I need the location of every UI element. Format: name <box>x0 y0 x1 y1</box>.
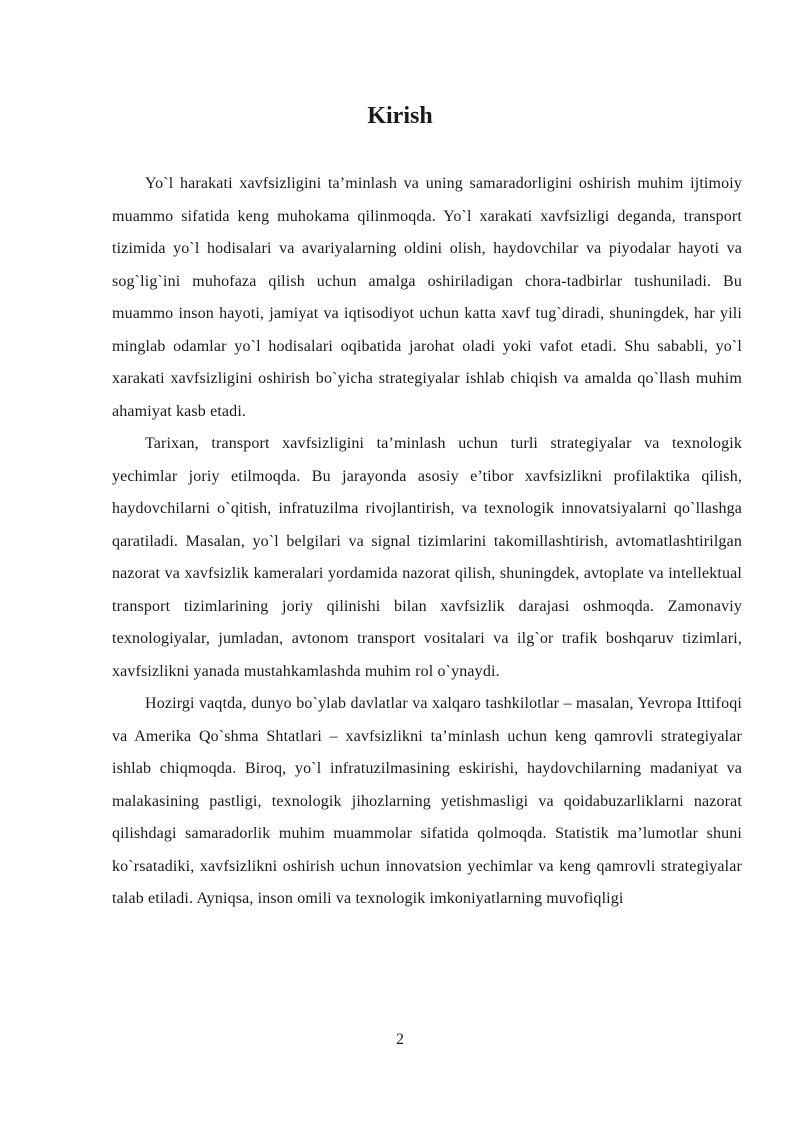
paragraph-2: Tarixan, transport xavfsizligini ta’minlash uchun turli strategiyalar va texnologik yechimlar joriy etilmoqda. Bu jarayonda asosiy e’tibor xavfsizlikni profilaktika qilish, haydovchilarni o`qitish, infratuzilma rivojlantirish, va texnologik innovatsiyalarni qo`llashga qaratiladi. Masalan, yo`l belgilari va signal tizimlarini takomillashtirish, avtomatlashtirilgan nazorat va xavfsizlik kameralari yordamida nazorat qilish, shuningdek, avtoplate va intellektual transport tizimlarining joriy qilinishi bilan xavfsizlik darajasi oshmoqda. Zamonaviy texnologiyalar, jumladan, avtonom transport vositalari va ilg`or trafik boshqaruv tizimlari, xavfsizlikni yanada mustahkamlashda muhim rol o`ynaydi. <box>112 435 742 680</box>
page-number: 2 <box>396 1031 404 1048</box>
body-text <box>112 168 742 916</box>
page-title: Kirish <box>367 103 433 129</box>
paragraph-1: Yo`l harakati xavfsizligini ta’minlash va uning samaradorligini oshirish muhim ijtimoiy muammo sifatida keng muhokama qilinmoqda. Yo`l xarakati xavfsizligi deganda, transport tizimida yo`l hodisalari va avariyalarning oldini olish, haydovchilar va piyodalar hayoti va sog`lig`ini muhofaza qilish uchun amalga oshiriladigan chora-tadbirlar tushuniladi. Bu muammo inson hayoti, jamiyat va iqtisodiyot uchun katta xavf tug`diradi, shuningdek, har yili minglab odamlar yo`l hodisalari oqibatida jarohat oladi yoki vafot etadi. Shu sababli, yo`l xarakati xavfsizligini oshirish bo`yicha strategiyalar ishlab chiqish va amalda qo`llash muhim ahamiyat kasb etadi. <box>112 175 742 420</box>
paragraph-3: Hozirgi vaqtda, dunyo bo`ylab davlatlar va xalqaro tashkilotlar – masalan, Yevropa Ittifoqi va Amerika Qo`shma Shtatlari – xavfsizlikni ta’minlash uchun keng qamrovli strategiyalar ishlab chiqmoqda. Biroq, yo`l infratuzilmasining eskirishi, haydovchilarning madaniyat va malakasining pastligi, texnologik jihozlarning yetishmasligi va qoidabuzarliklarni nazorat qilishdagi samaradorlik muhim muammolar sifatida qolmoqda. Statistik ma’lumotlar shuni ko`rsatadiki, xavfsizlikni oshirish uchun innovatsion yechimlar va keng qamrovli strategiyalar talab etiladi. Ayniqsa, inson omili va texnologik imkoniyatlarning muvofiqligi <box>112 695 742 907</box>
